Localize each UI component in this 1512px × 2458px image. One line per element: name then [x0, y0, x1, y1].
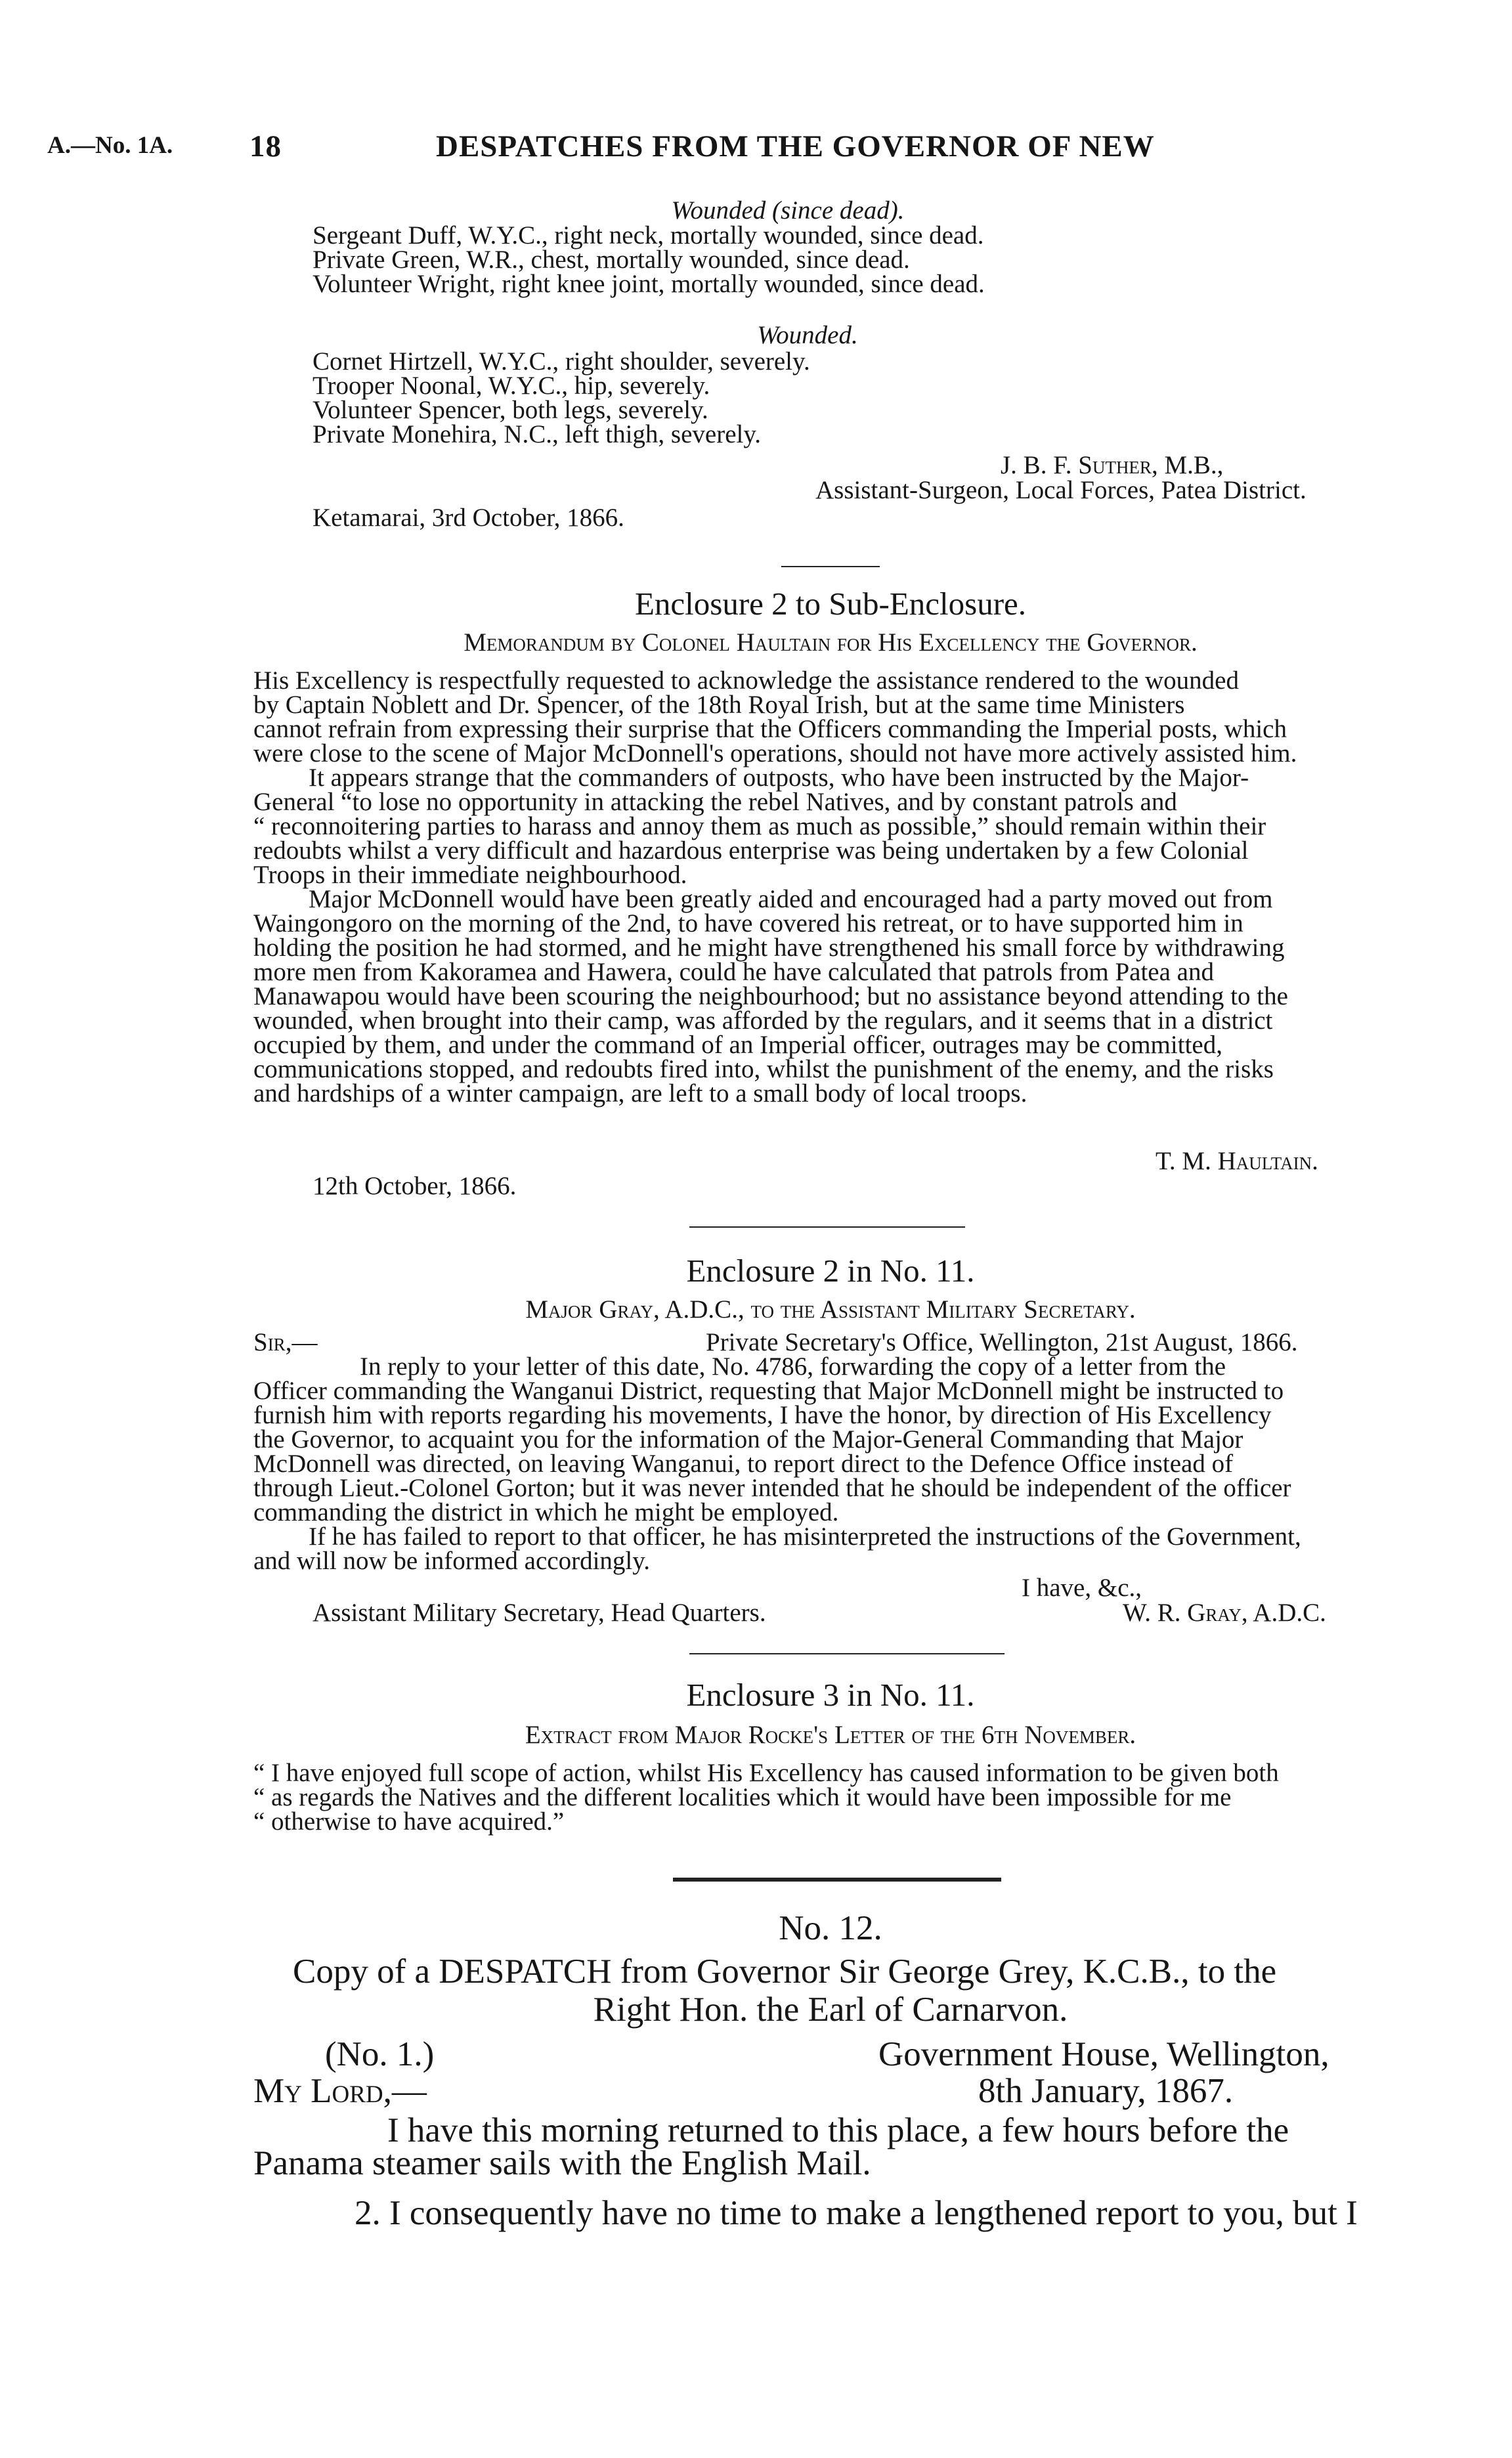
- list-item: Private Green, W.R., chest, mortally wounded, since dead.: [313, 246, 910, 274]
- text-line: Manawapou would have been scouring the neighbourhood; but no assistance beyond attending to the: [253, 982, 1288, 1010]
- text-line: holding the position he had stormed, and he might have strengthened his small force by withdrawing: [253, 934, 1285, 962]
- text-line: Officer commanding the Wanganui District, requesting that Major McDonnell might be instructed to: [253, 1377, 1284, 1405]
- page-number: 18: [249, 129, 282, 163]
- place-date: Ketamarai, 3rd October, 1866.: [313, 504, 624, 532]
- enclosure-2-signature: W. R. Gray, A.D.C.: [1123, 1599, 1326, 1627]
- despatch-para-2: 2. I consequently have no time to make a lengthened report to you, but I: [355, 2194, 1358, 2232]
- enclosure-2-subtitle: Major Gray, A.D.C., to the Assistant Military Secretary.: [525, 1295, 1136, 1324]
- signature-title: Assistant-Surgeon, Local Forces, Patea District.: [815, 476, 1307, 504]
- text-line: In reply to your letter of this date, No. 4786, forwarding the copy of a letter from the: [360, 1352, 1226, 1381]
- enclosure-2-closing: I have, &c.,: [1022, 1574, 1142, 1602]
- list-item: Volunteer Wright, right knee joint, mortally wounded, since dead.: [313, 270, 985, 298]
- text-line: by Captain Noblett and Dr. Spencer, of the 18th Royal Irish, but at the same time Ministers: [253, 691, 1185, 719]
- despatch-ref: (No. 1.): [325, 2035, 435, 2073]
- text-line: furnish him with reports regarding his movements, I have the honor, by direction of His Excellency: [253, 1401, 1272, 1429]
- text-line: General “to lose no opportunity in attacking the rebel Natives, and by constant patrols and: [253, 788, 1177, 816]
- despatch-number: No. 12.: [779, 1909, 882, 1947]
- text-line: communications stopped, and redoubts fired into, whilst the punishment of the enemy, and the risks: [253, 1055, 1274, 1083]
- text-line: through Lieut.-Colonel Gorton; but it was never intended that he should be independent of the officer: [253, 1474, 1291, 1502]
- text-line: Panama steamer sails with the English Mail.: [253, 2144, 871, 2182]
- enclosure-2-salutation: Sir,—: [253, 1328, 318, 1356]
- text-line: “ as regards the Natives and the different localities which it would have been impossible for me: [253, 1783, 1232, 1811]
- list-item: Cornet Hirtzell, W.Y.C., right shoulder, severely.: [313, 347, 810, 376]
- text-line: more men from Kakoramea and Hawera, could he have calculated that patrols from Patea and: [253, 958, 1214, 986]
- enclosure-sub-subtitle: Memorandum by Colonel Haultain for His Excellency the Governor.: [464, 628, 1198, 657]
- text-line: commanding the district in which he might be employed.: [253, 1498, 839, 1526]
- memorandum-body: [253, 668, 1297, 1106]
- divider: [689, 1226, 965, 1228]
- text-line: “ I have enjoyed full scope of action, whilst His Excellency has caused information to be given both: [253, 1759, 1279, 1787]
- text-line: “ otherwise to have acquired.”: [253, 1807, 565, 1836]
- enclosure-3-title: Enclosure 3 in No. 11.: [686, 1677, 975, 1713]
- wounded-heading: Wounded.: [757, 321, 858, 349]
- enclosure-2-title: Enclosure 2 in No. 11.: [686, 1253, 975, 1289]
- text-line: Waingongoro on the morning of the 2nd, to have covered his retreat, or to have supported him in: [253, 909, 1243, 938]
- page-header-title: DESPATCHES FROM THE GOVERNOR OF NEW: [436, 129, 1155, 163]
- text-line: It appears strange that the commanders of outposts, who have been instructed by the Major-: [309, 764, 1249, 792]
- wounded-list: [313, 349, 810, 446]
- despatch-date: 8th January, 1867.: [978, 2072, 1234, 2110]
- signature-name: J. B. F. Suther, M.B.,: [1001, 451, 1224, 479]
- enclosure-3-quote: [253, 1761, 1279, 1834]
- text-line: “ reconnoitering parties to harass and annoy them as much as possible,” should remain within their: [253, 812, 1266, 840]
- despatch-salutation: My Lord,—: [253, 2072, 427, 2110]
- text-line: wounded, when brought into their camp, was afforded by the regulars, and it seems that in a district: [253, 1006, 1273, 1035]
- text-line: the Governor, to acquaint you for the information of the Major-General Commanding that Major: [253, 1425, 1243, 1454]
- enclosure-3-subtitle: Extract from Major Rocke's Letter of the 6th November.: [525, 1721, 1136, 1749]
- text-line: and hardships of a winter campaign, are left to a small body of local troops.: [253, 1079, 1027, 1108]
- enclosure-2-body: [253, 1354, 1301, 1573]
- memorandum-date: 12th October, 1866.: [313, 1172, 517, 1200]
- list-item: Private Monehira, N.C., left thigh, severely.: [313, 420, 762, 448]
- text-line: were close to the scene of Major McDonnell's operations, should not have more actively assisted him.: [253, 739, 1297, 767]
- divider: [689, 1653, 1004, 1654]
- text-line: occupied by them, and under the command of an Imperial officer, outrages may be committed,: [253, 1031, 1222, 1059]
- wounded-dead-list: [313, 223, 985, 296]
- text-line: McDonnell was directed, on leaving Wanganui, to report direct to the Defence Office instead of: [253, 1450, 1234, 1478]
- divider: [673, 1878, 1001, 1882]
- despatch-address: Government House, Wellington,: [878, 2035, 1329, 2073]
- text-line: and will now be informed accordingly.: [253, 1547, 650, 1575]
- despatch-title-line-1: Copy of a DESPATCH from Governor Sir George Grey, K.C.B., to the: [293, 1952, 1277, 1991]
- text-line: His Excellency is respectfully requested to acknowledge the assistance rendered to the wounded: [253, 666, 1239, 695]
- enclosure-2-addressee: Assistant Military Secretary, Head Quarters.: [313, 1599, 766, 1627]
- memorandum-signature: T. M. Haultain.: [1156, 1147, 1318, 1175]
- text-line: Major McDonnell would have been greatly aided and encouraged had a party moved out from: [309, 885, 1273, 913]
- text-line: I have this morning returned to this place, a few hours before the: [387, 2111, 1289, 2149]
- list-item: Sergeant Duff, W.Y.C., right neck, mortally wounded, since dead.: [313, 221, 984, 249]
- despatch-para-1: [253, 2111, 1289, 2182]
- list-item: Volunteer Spencer, both legs, severely.: [313, 396, 708, 424]
- despatch-title-line-2: Right Hon. the Earl of Carnarvon.: [593, 1991, 1068, 2029]
- text-line: If he has failed to report to that officer, he has misinterpreted the instructions of the Government,: [309, 1522, 1301, 1551]
- text-line: cannot refrain from expressing their surprise that the Officers commanding the Imperial posts, which: [253, 715, 1287, 743]
- enclosure-sub-title: Enclosure 2 to Sub-Enclosure.: [634, 586, 1027, 622]
- text-line: Troops in their immediate neighbourhood.: [253, 861, 687, 889]
- list-item: Trooper Noonal, W.Y.C., hip, severely.: [313, 372, 710, 400]
- enclosure-2-address: Private Secretary's Office, Wellington, 21st August, 1866.: [706, 1328, 1298, 1356]
- wounded-dead-heading: Wounded (since dead).: [671, 196, 905, 225]
- divider: [781, 566, 880, 567]
- text-line: redoubts whilst a very difficult and hazardous enterprise was being undertaken by a few Colonial: [253, 836, 1249, 865]
- page-ref: A.—No. 1A.: [47, 132, 173, 159]
